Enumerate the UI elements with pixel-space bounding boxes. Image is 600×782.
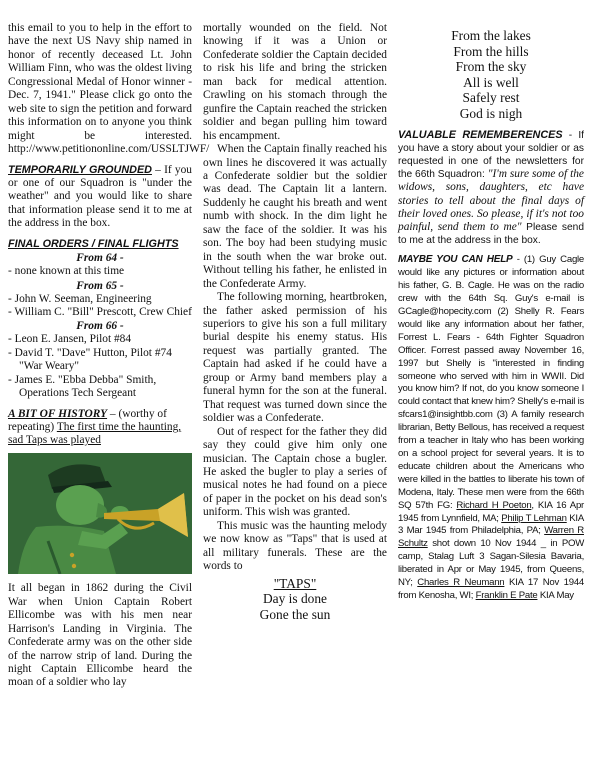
group-heading-66: From 66 -	[76, 320, 124, 333]
grounded-text: – If you or one of our Squadron is "under the weather" and you would like to share that information please send it to me at the address in the box.	[8, 163, 192, 230]
list-item: - John W. Seeman, Engineering	[8, 292, 152, 305]
maybe-heading: MAYBE YOU CAN HELP	[398, 254, 513, 266]
grounded-paragraph	[8, 164, 192, 231]
person-name: Philip T Lehman	[501, 512, 567, 524]
story-paragraph-3: The following morning, heartbroken, the father asked permission of his superiors to give his son a full military burial despite his enemy status. His request was partially granted. The Captain had asked if he could have a group or Army band members play a funeral hymn for the son at the funeral. That request was turned down since the soldier was a Confederate.	[203, 291, 387, 425]
person-info: shot down 10 Nov 1944 _ in POW camp, Stalag Luft 3 Sagan-Silesia Bavaria, liberated in Apr or May 1945, from Queens, NY;	[398, 538, 584, 589]
column-middle	[203, 22, 387, 622]
names-64	[8, 265, 192, 278]
person-info: KIA May	[537, 589, 574, 601]
poem-line: Gone the sun	[259, 606, 331, 622]
poem-line: From the lakes	[451, 28, 531, 43]
final-orders-heading: FINAL ORDERS / FINAL FLIGHTS	[8, 237, 179, 250]
list-item: - James E. "Ebba Debba" Smith, Operations Tech Sergeant	[8, 373, 157, 400]
history-underlined: The first time the haunting, sad Taps was played	[8, 420, 182, 447]
poem-line: Day is done	[263, 591, 327, 607]
taps-poem-continued	[398, 28, 584, 122]
story-paragraph-2: When the Captain finally reached his own lines he discovered it was actually a Confederate soldier but the soldier was dead. The Captain lit a lantern. Suddenly he caught his breath and went numb with shock. In the dim light he saw the face of the soldier. It was his son. The boy had been studying music in the south when the war broke out. Without telling his father, he enlisted in the Confederate Army.	[203, 143, 387, 290]
history-sub: – (worthy of repeating)	[8, 407, 167, 433]
person-info: KIA 3 Mar 1945 from Philadelphia, PA;	[398, 512, 584, 537]
valuable-paragraph	[398, 129, 584, 248]
taps-poem-start	[203, 576, 387, 623]
poem-line: Safely rest	[462, 90, 520, 106]
maybe-text: - (1) Guy Cagle would like any pictures or information about his father, G. B. Cagle. He was on the radio crew with the 64th Sq. Guy's e-mail is GCagle@hopecity.com (2) Shelly R. Fears would like any information about her father, Forrest L. Fears - 64th Fighter Squadron Officer. Forrest passed away November 16, 1997 but Shelly is "interested in finding someone who served with him in WWII. Did you know him? If not, do you know someone I could contact that knew him? Shelly's e-mail is sfcars1@insightbb.com (3) A family research librarian, Betty Bellous, has received a request from a teacher in Italy who has been working on a school project for several years. It is to educate children about the Americans who were killed in the battles to liberate his town of Modena, Italy. These men were from the 66th SQ 57th FG:	[398, 254, 584, 511]
story-paragraph-4: Out of respect for the father they did say they could give him only one musician. The Captain chose a bugler. He asked the bugler to play a series of musical notes he had found on a piece of paper in the pocket on his dead son's uniform. This wish was granted.	[203, 425, 387, 519]
list-item: - David T. "Dave" Hutton, Pilot #74 "War Weary"	[8, 346, 172, 373]
valuable-quote: "I'm sure some of the widows, sons, daughters, etc have stories to tell about the final days of their loved ones. So please, if it's not too painful, send them to me"	[398, 168, 584, 233]
person-info: KIA 17 Nov 1944 from Kenosha, WI;	[398, 577, 584, 601]
bugler-silhouette-icon	[8, 453, 192, 574]
column-right	[398, 22, 584, 603]
column-left	[8, 22, 210, 690]
person-name: Richard H Poeton	[456, 499, 532, 511]
person-info: , KIA 16 Apr 1945 from Lynnfield, MA;	[398, 499, 584, 524]
story-paragraph-1: mortally wounded on the field. Not knowing if it was a Union or Confederate soldier the Captain decided to risk his life and bring the stricken man back for medical attention. Crawling on his stomach through the gunfire the Captain reached the stricken soldier and began pulling him toward his encampment.	[203, 22, 387, 142]
person-name: Charles R Neumann	[417, 577, 505, 589]
history-text: It all began in 1862 during the Civil War when Union Captain Robert Ellicombe was with his men near Harrison's Landing in Virginia. The Confederate army was on the other side of the narrow strip of land. During the night Captain Ellicombe heard the moan of a soldier who lay	[8, 582, 192, 689]
poem-line: From the sky	[455, 59, 527, 75]
person-name: Warren R Schultz	[398, 525, 584, 550]
poem-line: God is nigh	[459, 105, 523, 121]
group-heading-64: From 64 -	[76, 252, 124, 265]
group-heading-65: From 65 -	[76, 279, 124, 292]
valuable-heading: VALUABLE REMEMBERENCES	[398, 128, 563, 141]
taps-title: "TAPS"	[273, 575, 317, 591]
names-65	[8, 293, 192, 320]
list-item: - William C. "Bill" Prescott, Crew Chief	[8, 306, 192, 319]
list-item: - Leon E. Jansen, Pilot #84	[8, 333, 132, 346]
list-item: - none known at this time	[8, 265, 125, 278]
valuable-end: Please send to me at the address in the box.	[398, 221, 584, 247]
person-name: Franklin E Pate	[475, 589, 538, 601]
poem-line: From the hills	[453, 43, 529, 59]
story-paragraph-5: This music was the haunting melody we now know as "Taps" that is used at all military funerals. These are the words to	[203, 519, 387, 573]
poem-line: All is well	[463, 74, 519, 90]
history-heading: A BIT OF HISTORY	[8, 407, 108, 420]
history-paragraph	[8, 408, 192, 448]
valuable-text: - If you have a story about your soldier or as requested in one of the newsletters for the 66th Squadron:	[398, 129, 585, 181]
names-66	[8, 333, 192, 400]
maybe-paragraph	[398, 254, 584, 602]
petition-paragraph: this email to you to help in the effort to have the next US Navy ship named in honor of recently deceased Lt. John William Finn, who was the oldest living Congressional Medal of Honor winner - Dec. 7, 1941." Please click go onto the web site to sign the petition and forward this information on to anyone you think might be interested. http://www.petitiononline.com/USSLTJWF/	[8, 22, 210, 156]
grounded-heading: TEMPORARILY GROUNDED	[8, 163, 152, 176]
